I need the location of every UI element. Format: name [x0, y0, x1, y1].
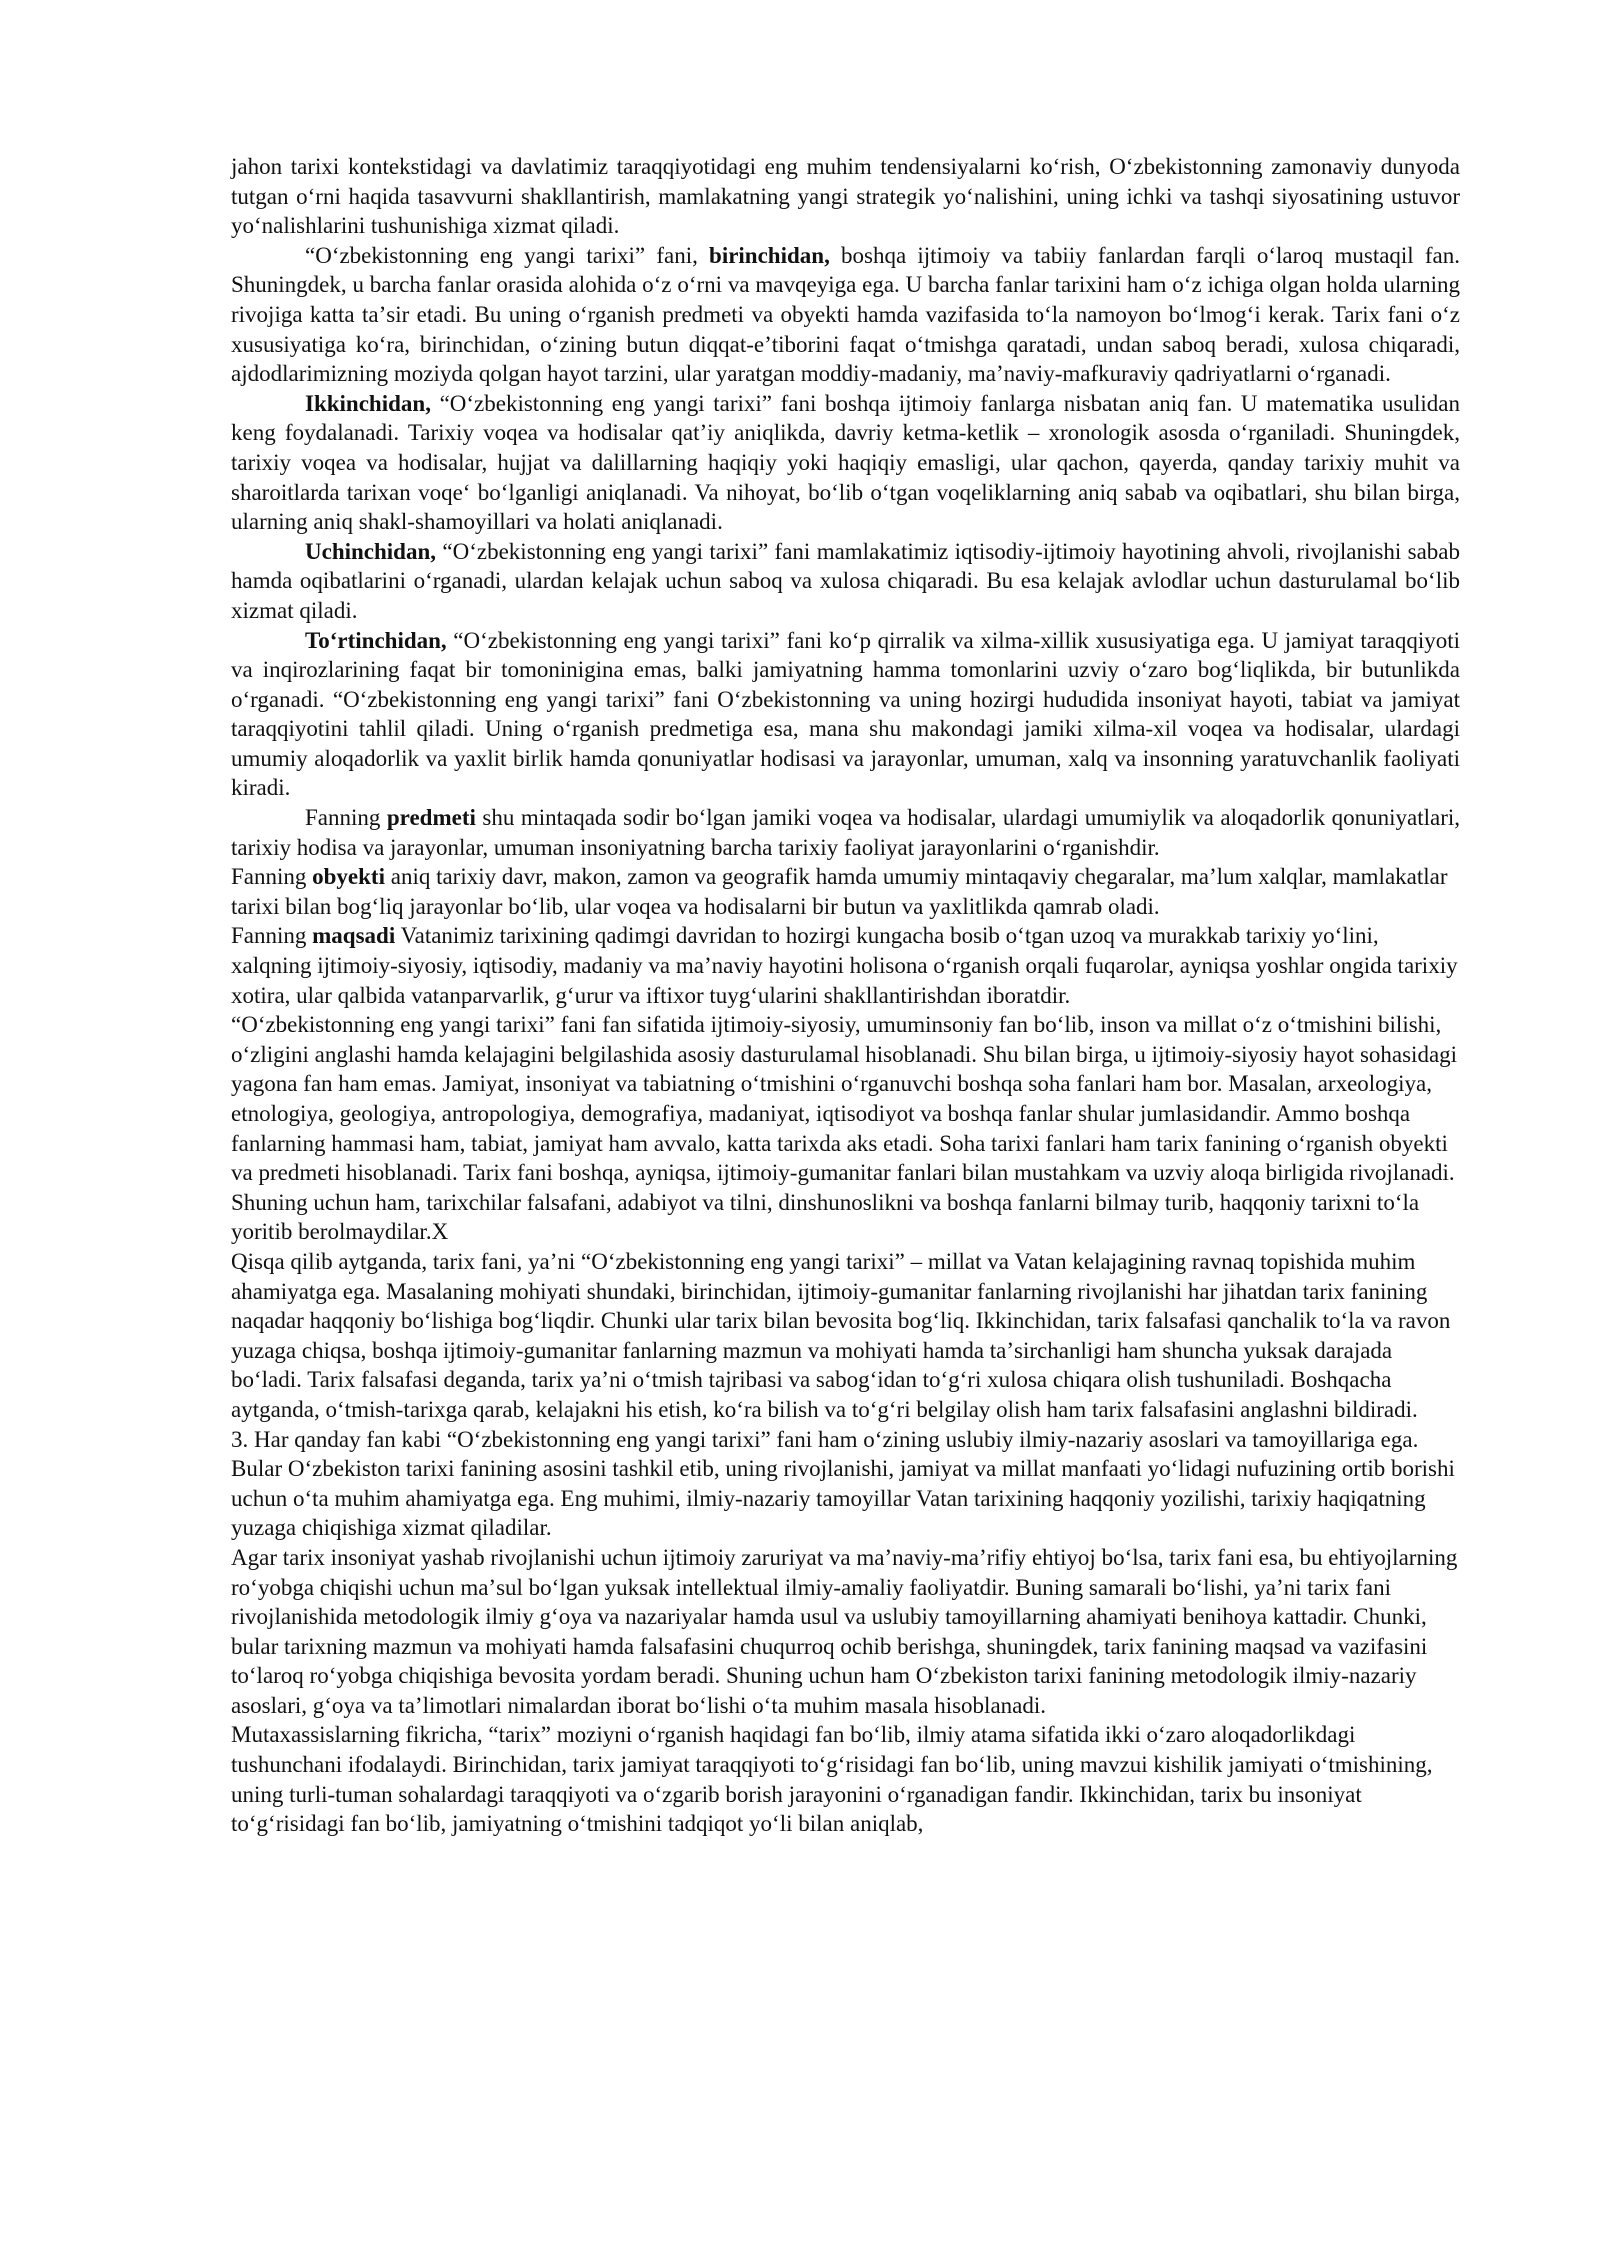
paragraph-7-lead: Fanning: [231, 864, 313, 890]
paragraph-3-keyword: Ikkinchidan,: [305, 390, 431, 416]
paragraph-4-keyword: Uchinchidan,: [305, 538, 437, 564]
paragraph-2: [231, 241, 1460, 389]
paragraph-4: [231, 537, 1460, 626]
paragraph-6-lead: Fanning: [305, 805, 387, 831]
paragraph-5-body: “Oʻzbekistonning eng yangi tarixi” fani koʻp qirralik va xilma-xillik xususiyatiga ega. U jamiyat taraqqiyoti va inqirozlarining faqat bir tomoninigina emas, balki jamiyatning hamma tomonlarini uzviy oʻzaro bogʻliqlikda, bir butunlikda oʻrganadi. “Oʻzbekistonning eng yangi tarixi” fani Oʻzbekistonning va uning hozirgi hududida insoniyat hayoti, tabiat va jamiyat taraqqiyotini tahlil qiladi. Uning oʻrganish predmetiga esa, mana shu makondagi jamiki xilma-xil voqea va hodisalar, ulardagi umumiy aloqadorlik va yaxlit birlik hamda qonuniyatlar hodisasi va jarayonlar, umuman, xalq va insonning yaratuvchanlik faoliyati kiradi.: [231, 627, 1460, 801]
document-page: [231, 152, 1460, 1839]
paragraph-7-keyword: obyekti: [312, 864, 385, 890]
paragraph-8-keyword: maqsadi: [312, 923, 396, 949]
paragraph-8-lead: Fanning: [231, 923, 313, 949]
paragraph-7-body: aniq tarixiy davr, makon, zamon va geografik hamda umumiy mintaqaviy chegaralar, maʼlum xalqlar, mamlakatlar tarixi bilan bogʻliq jarayonlar boʻlib, ular voqea va hodisalarni bir butun va yaxlitlikda qamrab oladi.: [231, 864, 1448, 919]
paragraph-7: [231, 862, 1460, 921]
paragraph-2-keyword: birinchidan,: [709, 242, 830, 268]
paragraph-2-lead: “Oʻzbekistonning eng yangi tarixi” fani,: [305, 242, 710, 268]
paragraph-3: [231, 389, 1460, 537]
paragraph-11: 3. Har qanday fan kabi “Oʻzbekistonning eng yangi tarixi” fani ham oʻzining uslubiy ilmiy-nazariy asoslari va tamoyillariga ega. Bular Oʻzbekiston tarixi fanining asosini tashkil etib, uning rivojlanishi, jamiyat va millat manfaati yoʻlidagi nufuzining ortib borishi uchun oʻta muhim ahamiyatga ega. Eng muhimi, ilmiy-nazariy tamoyillar Vatan tarixining haqqoniy yozilishi, tarixiy haqiqatning yuzaga chiqishiga xizmat qiladilar.: [231, 1426, 1455, 1541]
paragraph-6: [231, 803, 1460, 862]
paragraph-10: Qisqa qilib aytganda, tarix fani, yaʼni “Oʻzbekistonning eng yangi tarixi” – millat va Vatan kelajagining ravnaq topishida muhim ahamiyatga ega. Masalaning mohiyati shundaki, birinchidan, ijtimoiy-gumanitar fanlarning rivojlanishi har jihatdan tarix fanining naqadar haqqoniy boʻlishiga bogʻliqdir. Chunki ular tarix bilan bevosita bogʻliq. Ikkinchidan, tarix falsafasi qanchalik toʻla va ravon yuzaga chiqsa, boshqa ijtimoiy-gumanitar fanlarning mazmun va mohiyati hamda taʼsirchanligi ham shuncha yuksak darajada boʻladi. Tarix falsafasi deganda, tarix yaʼni oʻtmish tajribasi va sabogʻidan toʻgʻri xulosa chiqara olish tushuniladi. Boshqacha aytganda, oʻtmish-tarixga qarab, kelajakni his etish, koʻra bilish va toʻgʻri belgilay olish ham tarix falsafasini anglashni bildiradi.: [231, 1248, 1451, 1422]
paragraph-3-body: “Oʻzbekistonning eng yangi tarixi” fani boshqa ijtimoiy fanlarga nisbatan aniq fan. U matematika usulidan keng foydalanadi. Tarixiy voqea va hodisalar qatʼiy aniqlikda, davriy ketma-ketlik – xronologik asosda oʻrganiladi. Shuningdek, tarixiy voqea va hodisalar, hujjat va dalillarning haqiqiy yoki haqiqiy emasligi, ular qachon, qayerda, qanday tarixiy muhit va sharoitlarda tarixan voqeʻ boʻlganligi aniqlanadi. Va nihoyat, boʻlib oʻtgan voqeliklarning aniq sabab va oqibatlari, shu bilan birga, ularning aniq shakl-shamoyillari va holati aniqlanadi.: [231, 390, 1460, 535]
paragraph-8: [231, 921, 1460, 1010]
paragraph-6-body: shu mintaqada sodir boʻlgan jamiki voqea va hodisalar, ulardagi umumiylik va aloqadorlik qonuniyatlari, tarixiy hodisa va jarayonlar, umuman insoniyatning barcha tarixiy faoliyat jarayonlarini oʻrganishdir.: [231, 805, 1461, 860]
paragraph-1: jahon tarixi kontekstidagi va davlatimiz taraqqiyotidagi eng muhim tendensiyalarni koʻrish, Oʻzbekistonning zamonaviy dunyoda tutgan oʻrni haqida tasavvurni shakllantirish, mamlakatning yangi strategik yoʻnalishini, uning ichki va tashqi siyosatining ustuvor yoʻnalishlarini tushunishiga xizmat qiladi.: [231, 154, 1460, 239]
paragraph-13: Mutaxassislarning fikricha, “tarix” moziyni oʻrganish haqidagi fan boʻlib, ilmiy atama sifatida ikki oʻzaro aloqadorlikdagi tushunchani ifodalaydi. Birinchidan, tarix jamiyat taraqqiyoti toʻgʻrisidagi fan boʻlib, uning mavzui kishilik jamiyati oʻtmishining, uning turli-tuman sohalardagi taraqqiyoti va oʻzgarib borish jarayonini oʻrganadigan fandir. Ikkinchidan, tarix bu insoniyat toʻgʻrisidagi fan boʻlib, jamiyatning oʻtmishini tadqiqot yoʻli bilan aniqlab,: [231, 1722, 1433, 1837]
paragraph-9: “Oʻzbekistonning eng yangi tarixi” fani fan sifatida ijtimoiy-siyosiy, umuminsoniy fan boʻlib, inson va millat oʻz oʻtmishini bilishi, oʻzligini anglashi hamda kelajagini belgilashida asosiy dasturulamal hisoblanadi. Shu bilan birga, u ijtimoiy-siyosiy hayot sohasidagi yagona fan ham emas. Jamiyat, insoniyat va tabiatning oʻtmishini oʻrganuvchi boshqa soha fanlari ham bor. Masalan, arxeologiya, etnologiya, geologiya, antropologiya, demografiya, madaniyat, iqtisodiyot va boshqa fanlar shular jumlasidandir. Ammo boshqa fanlarning hammasi ham, tabiat, jamiyat ham avvalo, katta tarixda aks etadi. Soha tarixi fanlari ham tarix fanining oʻrganish obyekti va predmeti hisoblanadi. Tarix fani boshqa, ayniqsa, ijtimoiy-gumanitar fanlari bilan mustahkam va uzviy aloqa birligida rivojlanadi. Shuning uchun ham, tarixchilar falsafani, adabiyot va tilni, dinshunoslikni va boshqa fanlarni bilmay turib, haqqoniy tarixni toʻla yoritib berolmaydilar.X: [231, 1012, 1458, 1245]
paragraph-6-keyword: predmeti: [386, 805, 476, 831]
paragraph-5-keyword: Toʻrtinchidan,: [305, 627, 447, 653]
paragraph-4-body: “Oʻzbekistonning eng yangi tarixi” fani mamlakatimiz iqtisodiy-ijtimoiy hayotining ahvoli, rivojlanishi sabab hamda oqibatlarini oʻrganadi, ulardan kelajak uchun saboq va xulosa chiqaradi. Bu esa kelajak avlodlar uchun dasturulamal boʻlib xizmat qiladi.: [231, 538, 1460, 623]
paragraph-5: [231, 626, 1460, 804]
paragraph-2-body: boshqa ijtimoiy va tabiiy fanlardan farqli oʻlaroq mustaqil fan. Shuningdek, u barcha fanlar orasida alohida oʻz oʻrni va mavqeyiga ega. U barcha fanlar tarixini ham oʻz ichiga olgan holda ularning rivojiga katta taʼsir etadi. Bu uning oʻrganish predmeti va obyekti hamda vazifasida toʻla namoyon boʻlmogʻi kerak. Tarix fani oʻz xususiyatiga koʻra, birinchidan, oʻzining butun diqqat-eʼtiborini faqat oʻtmishga qaratadi, undan saboq beradi, xulosa chiqaradi, ajdodlarimizning moziyda qolgan hayot tarzini, ular yaratgan moddiy-madaniy, maʼnaviy-mafkuraviy qadriyatlarni oʻrganadi.: [231, 242, 1461, 387]
paragraph-12: Agar tarix insoniyat yashab rivojlanishi uchun ijtimoiy zaruriyat va maʼnaviy-maʼrifiy ehtiyoj boʻlsa, tarix fani esa, bu ehtiyojlarning roʻyobga chiqishi uchun maʼsul boʻlgan yuksak intellektual ilmiy-amaliy faoliyatdir. Buning samarali boʻlishi, yaʼni tarix fani rivojlanishida metodologik ilmiy gʻoya va nazariyalar hamda usul va uslubiy tamoyillarning ahamiyati benihoya kattadir. Chunki, bular tarixning mazmun va mohiyati hamda falsafasini chuqurroq ochib berishga, shuningdek, tarix fanining maqsad va vazifasini toʻlaroq roʻyobga chiqishiga bevosita yordam beradi. Shuning uchun ham Oʻzbekiston tarixi fanining metodologik ilmiy-nazariy asoslari, gʻoya va taʼlimotlari nimalardan iborat boʻlishi oʻta muhim masala hisoblanadi.: [231, 1544, 1458, 1718]
paragraph-8-body: Vatanimiz tarixining qadimgi davridan to hozirgi kungacha bosib oʻtgan uzoq va murakkab tarixiy yoʻlini, xalqning ijtimoiy-siyosiy, iqtisodiy, madaniy va maʼnaviy hayotini holisona oʻrganish orqali fuqarolar, ayniqsa yoshlar ongida tarixiy xotira, ular qalbida vatanparvarlik, gʻurur va iftixor tuygʻularini shakllantirishdan iboratdir.: [231, 923, 1458, 1008]
